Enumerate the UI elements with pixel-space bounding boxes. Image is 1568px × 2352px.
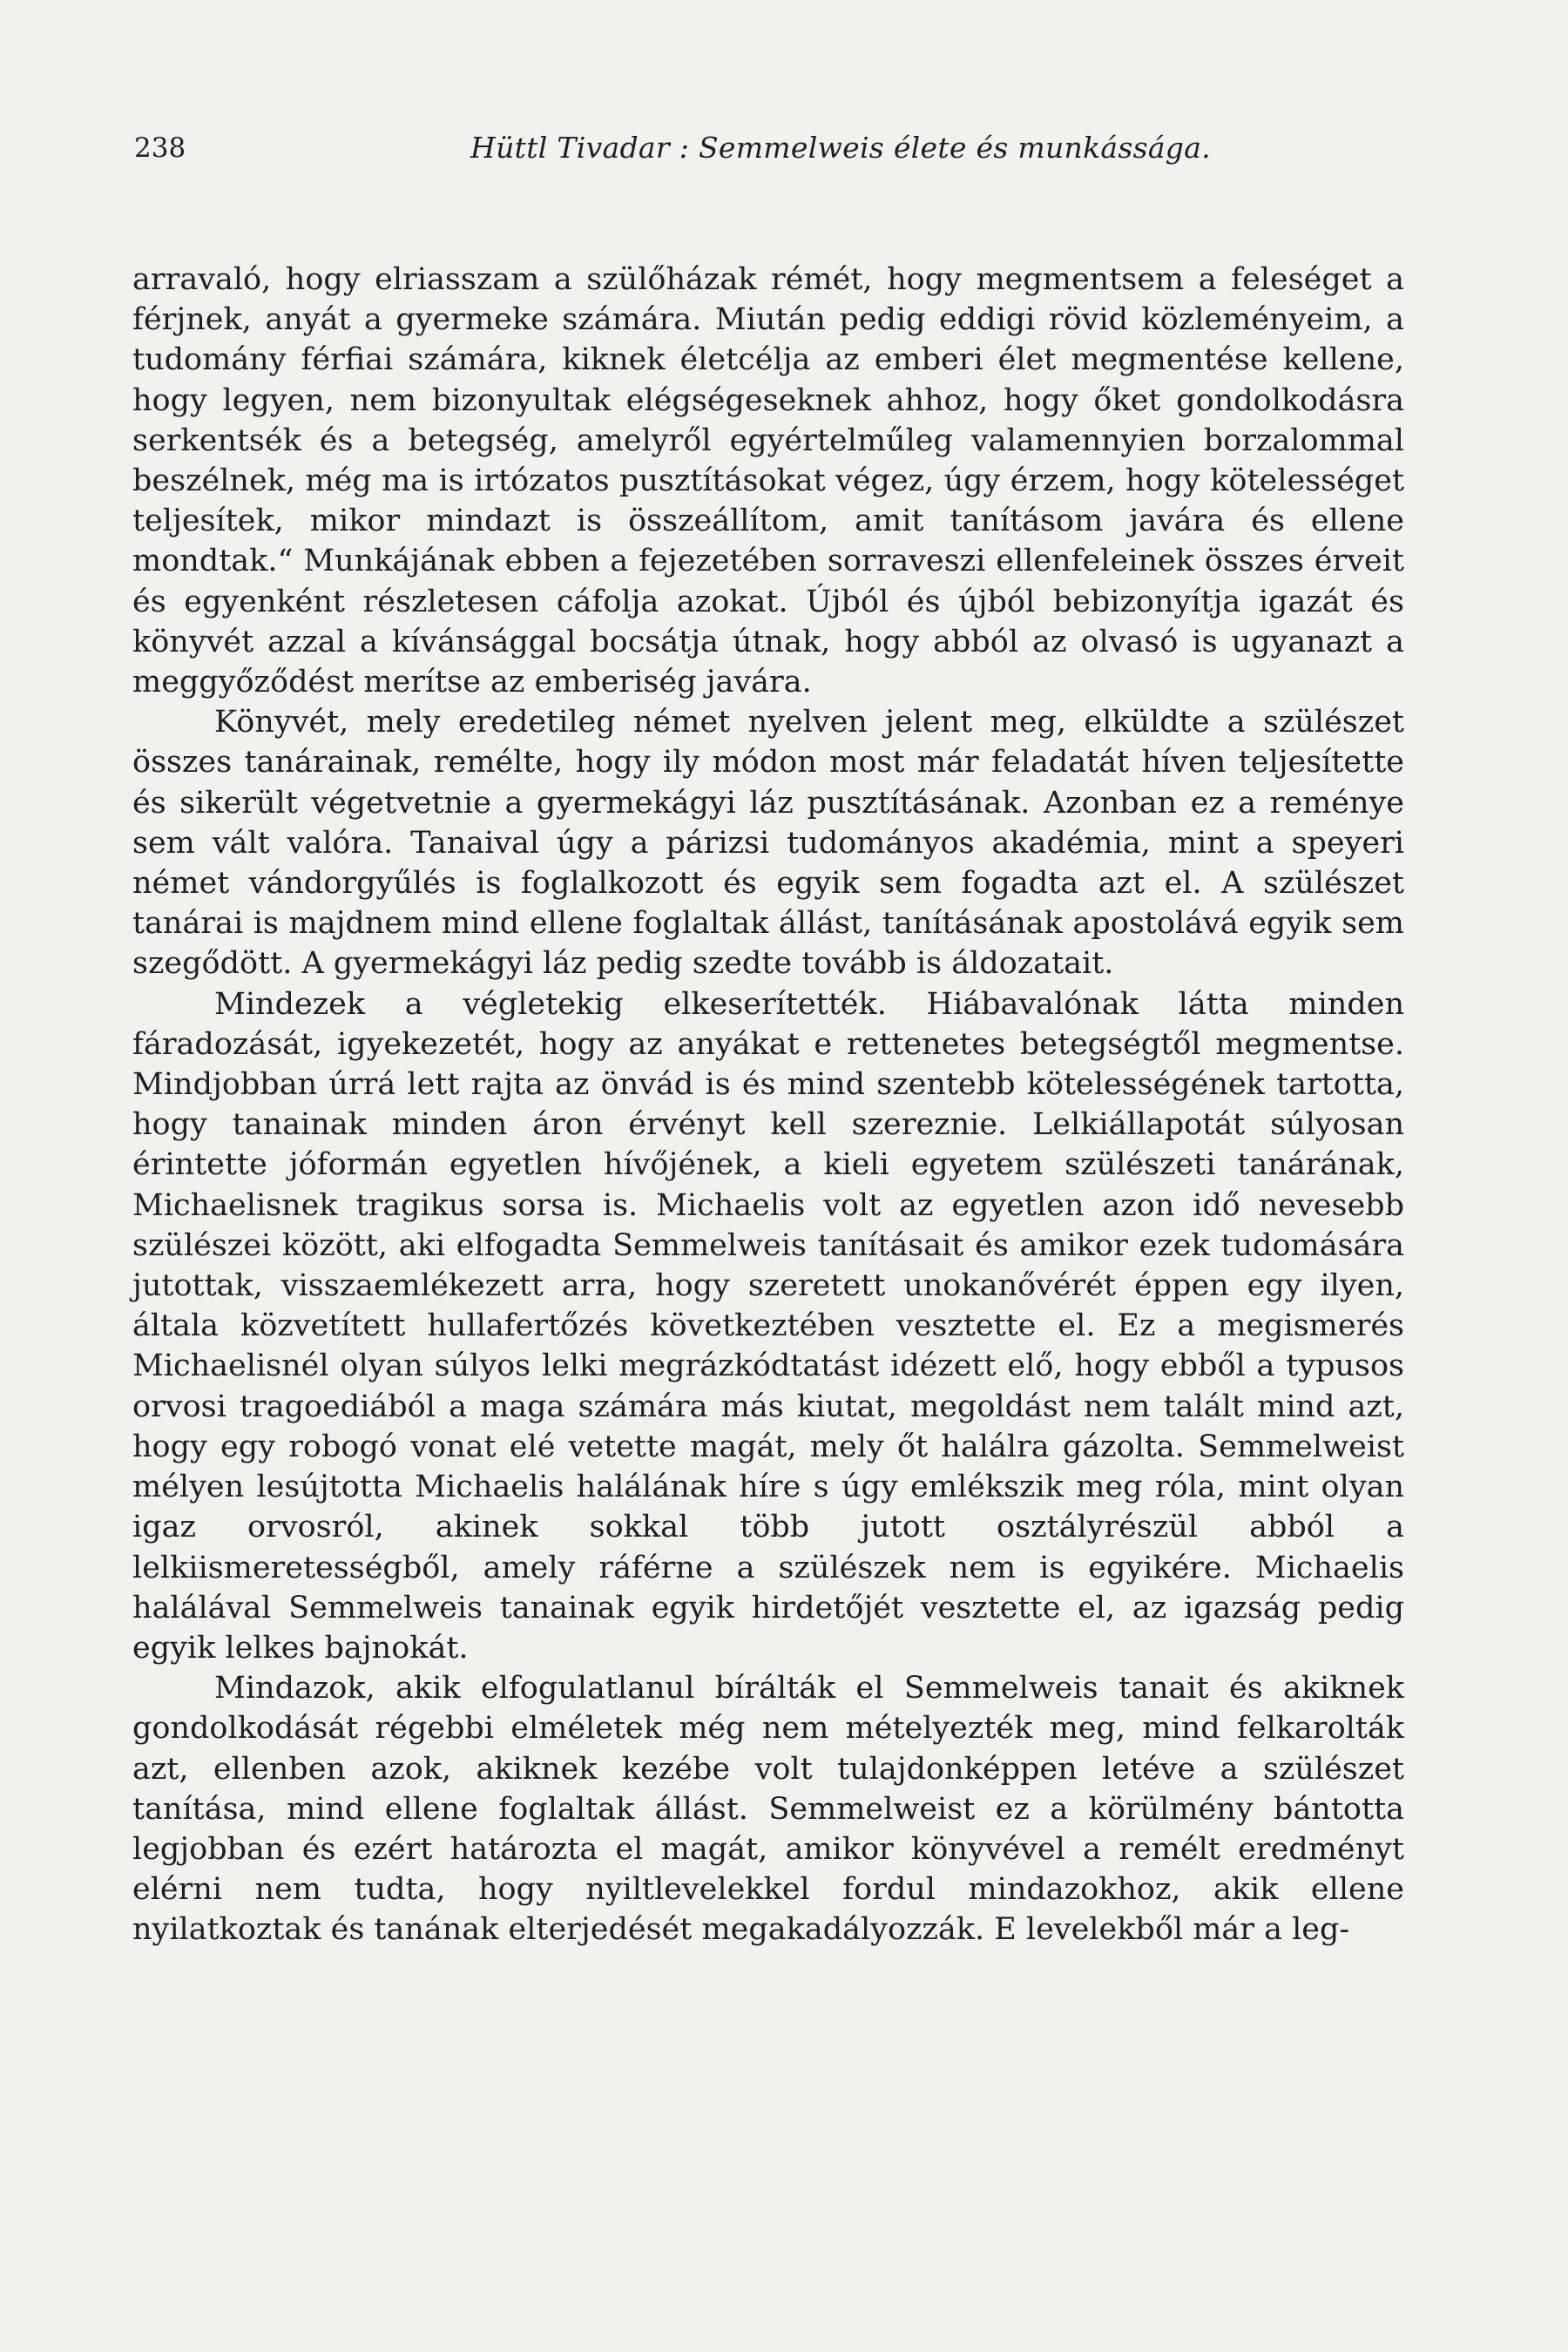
- paragraph-2: Könyvét, mely eredetileg német nyelven jelent meg, elküldte a szülészet összes tanárainak, remélte, hogy ily módon most már feladatát híven teljesítette és sikerült végetvetnie a gyermekágyi láz pusztításának. Azonban ez a reménye sem vált valóra. Tanaival úgy a párizsi tudományos akadémia, mint a speyeri német vándorgyűlés is foglalkozott és egyik sem fogadta azt el. A szülészet tanárai is majdnem mind ellene foglaltak állást, tanításának apostolává egyik sem szegődött. A gyermekágyi láz pedig szedte tovább is áldozatait.: [132, 705, 1404, 982]
- paragraph-4: Mindazok, akik elfogulatlanul bírálták el Semmelweis tanait és akiknek gondolkodását régebbi elméletek még nem mételyezték meg, mind felkarolták azt, ellenben azok, akiknek kezébe volt tulajdonképpen letéve a szülészet tanítása, mind ellene foglaltak állást. Semmelweist ez a körülmény bántotta legjobban és ezért határozta el magát, amikor könyvével a remélt eredményt elérni nem tudta, hogy nyiltlevelekkel fordul mindazokhoz, akik ellene nyilatkoztak és tanának elterjedését megakadályozzák. E levelekből már a leg-: [132, 1671, 1404, 1948]
- paragraph-1: arravaló, hogy elriasszam a szülőházak rémét, hogy megmentsem a feleséget a férjnek, anyát a gyermeke számára. Miután pedig eddigi rövid közleményeim, a tudomány férfiai számára, kiknek életcélja az emberi élet megmentése kellene, hogy legyen, nem bizonyultak elégségeseknek ahhoz, hogy őket gondolkodásra serkentsék és a betegség, amelyről egyértelműleg valamennyien borzalommal beszélnek, még ma is irtózatos pusztításokat végez, úgy érzem, hogy kötelességet teljesítek, mikor mindazt is összeállítom, amit tanításom javára és ellene mondtak.“ Munkájának ebben a fejezetében sorraveszi ellenfeleinek összes érveit és egyenként részletesen cáfolja azokat. Újból és újból bebizonyítja igazát és könyvét azzal a kívánsággal bocsátja útnak, hogy abból az olvasó is ugyanazt a meggyőződést merítse az emberiség javára.: [132, 262, 1404, 700]
- paragraph-3: Mindezek a végletekig elkeserítették. Hiábavalónak látta minden fáradozását, igyekezetét, hogy az anyákat e rettenetes betegségtől megmentse. Mindjobban úrrá lett rajta az önvád is és mind szentebb kötelességének tartotta, hogy tanainak minden áron érvényt kell szereznie. Lelkiállapotát súlyosan érintette jóformán egyetlen hívőjének, a kieli egyetem szülészeti tanárának, Michaelisnek tragikus sorsa is. Michaelis volt az egyetlen azon idő nevesebb szülészei között, aki elfogadta Semmelweis tanításait és amikor ezek tudomására jutottak, visszaemlékezett arra, hogy szeretett unokanővérét éppen egy ilyen, általa közvetített hullafertőzés következtében vesztette el. Ez a megismerés Michaelisnél olyan súlyos lelki megrázkódtatást idézett elő, hogy ebből a typusos orvosi tragoediából a maga számára más kiutat, megoldást nem talált mind azt, hogy egy robogó vonat elé vetette magát, mely őt halálra gázolta. Semmelweist mélyen lesújtotta Michaelis halálának híre s úgy emlékszik meg róla, mint olyan igaz orvosról, akinek sokkal több jutott osztályrészül abból a lelkiismeretességből, amely ráférne a szülészek nem is egyikére. Michaelis halálával Semmelweis tanainak egyik hirdetőjét vesztette el, az igazság pedig egyik lelkes bajnokát.: [132, 986, 1404, 1666]
- page-header: [131, 131, 1402, 174]
- running-head: Hüttl Tivadar : Semmelweis élete és munkássága.: [470, 131, 1211, 165]
- body-text: [132, 260, 1404, 1950]
- page-number: 238: [134, 132, 186, 164]
